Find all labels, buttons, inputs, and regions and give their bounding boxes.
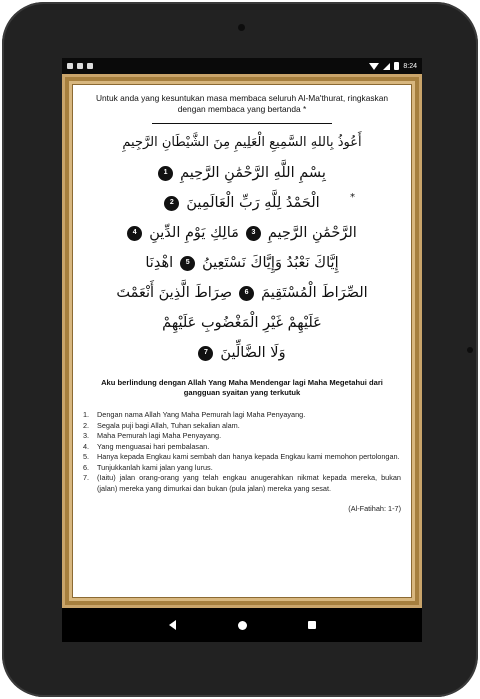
recents-button[interactable] — [302, 615, 322, 635]
ayah-text: إِيَّاكَ نَعْبُدُ وَإِيَّاكَ نَسْتَعِينُ — [202, 255, 339, 271]
translation-number: 3. — [83, 431, 90, 440]
intro-divider — [152, 123, 332, 124]
ayah-line — [83, 308, 401, 338]
side-sensor — [467, 347, 473, 353]
ayah-text: الْحَمْدُ لِلَّهِ رَبِّ الْعَالَمِينَ — [186, 195, 320, 211]
translation-text: Maha Pemurah lagi Maha Penyayang. — [97, 431, 222, 440]
navigation-bar — [62, 608, 422, 642]
translation-number: 2. — [83, 420, 90, 430]
sd-card-icon — [87, 63, 93, 69]
ayah-number-badge: 4 — [127, 226, 142, 241]
ayah-line — [83, 158, 401, 188]
ayah-text: عَلَيْهِمْ غَيْرِ الْمَغْضُوبِ عَلَيْهِمْ — [162, 315, 322, 331]
app-content[interactable] — [62, 74, 422, 608]
mathurat-page[interactable] — [72, 84, 412, 598]
status-left-icons — [67, 63, 93, 69]
translation-item — [83, 463, 401, 474]
translation-text: Tunjukkanlah kami jalan yang lurus. — [97, 462, 213, 472]
home-icon — [238, 621, 247, 630]
ayah-line — [83, 278, 401, 308]
status-bar — [62, 58, 422, 74]
translation-item — [83, 431, 401, 442]
ayah-text: الصِّرَاطَ الْمُسْتَقِيمَ — [261, 285, 368, 301]
battery-icon — [394, 62, 399, 70]
recents-icon — [308, 621, 316, 629]
translation-number: 6. — [83, 462, 90, 472]
ayah-text: وَلَا الضَّالِّينَ — [220, 345, 286, 361]
ayah-text: مَالِكِ يَوْمِ الدِّينِ — [149, 225, 239, 241]
translation-text: Hanya kepada Engkau kami sembah dan hanya kepada Engkau kami memohon pertolongan. — [97, 452, 400, 461]
signal-icon — [383, 63, 390, 70]
translation-text: Segala puji bagi Allah, Tuhan sekalian alam. — [97, 420, 240, 430]
front-camera — [238, 24, 245, 31]
intro-text: Untuk anda yang kesuntukan masa membaca seluruh Al-Ma'thurat, ringkaskan dengan membaca yang bertanda * — [95, 93, 389, 114]
translation-item — [83, 473, 401, 494]
ayah-number-badge: 6 — [239, 286, 254, 301]
translation-number: 1. — [83, 410, 90, 419]
fatihah-arabic — [83, 158, 401, 368]
ayah-line — [83, 338, 401, 368]
ayah-text: صِرَاطَ الَّذِينَ أَنْعَمْتَ — [116, 285, 233, 301]
back-icon — [169, 620, 176, 630]
ayah-text: اهْدِنَا — [145, 255, 174, 271]
translation-list — [83, 410, 401, 494]
ayah-number-badge: 2 — [164, 196, 179, 211]
notification-icon — [77, 63, 83, 69]
ayah-line — [83, 248, 401, 278]
translation-text: Yang menguasai hari pembalasan. — [97, 441, 210, 451]
image-icon — [67, 63, 73, 69]
translation-number: 7. — [83, 473, 90, 482]
home-button[interactable] — [232, 615, 252, 635]
wifi-icon — [369, 63, 379, 70]
ayah-number-badge: 1 — [158, 166, 173, 181]
surah-reference: (Al-Fatihah: 1-7) — [348, 504, 401, 513]
translation-item — [83, 442, 401, 453]
ayah-text: بِسْمِ اللَّهِ الرَّحْمَٰنِ الرَّحِيمِ — [180, 165, 326, 181]
tablet-device — [2, 2, 478, 697]
taawwudh-arabic: أَعُوذُ بِاللهِ السَّمِيعِ الْعَلِيمِ مِنَ الشَّيْطَانِ الرَّجِيمِ — [122, 135, 362, 150]
status-right-icons — [369, 62, 417, 70]
translation-number: 4. — [83, 441, 90, 451]
ayah-line — [83, 218, 401, 248]
translation-number: 5. — [83, 452, 90, 461]
ayah-number-badge: 5 — [180, 256, 195, 271]
translation-item — [83, 452, 401, 463]
screen — [62, 58, 422, 642]
ayah-number-badge: 7 — [198, 346, 213, 361]
translation-title: Aku berlindung dengan Allah Yang Maha Mendengar lagi Maha Megetahui dari gangguan syaitan yang terkutuk — [101, 378, 383, 397]
translation-text: Dengan nama Allah Yang Maha Pemurah lagi Maha Penyayang. — [97, 410, 306, 419]
translation-item — [83, 410, 401, 421]
ornamental-frame — [65, 77, 419, 605]
ayah-text: الرَّحْمَٰنِ الرَّحِيمِ — [267, 225, 357, 241]
translation-text: (Iaitu) jalan orang-orang yang telah engkau anugerahkan nikmat kepada mereka, bukan (jalan) mereka yang dimurkai dan bukan (pula jalan) mereka yang sesat. — [97, 473, 401, 493]
status-time: 8:24 — [403, 62, 417, 70]
back-button[interactable] — [162, 615, 182, 635]
translation-item — [83, 421, 401, 432]
ayah-number-badge: 3 — [246, 226, 261, 241]
star-marker: * — [350, 192, 355, 203]
